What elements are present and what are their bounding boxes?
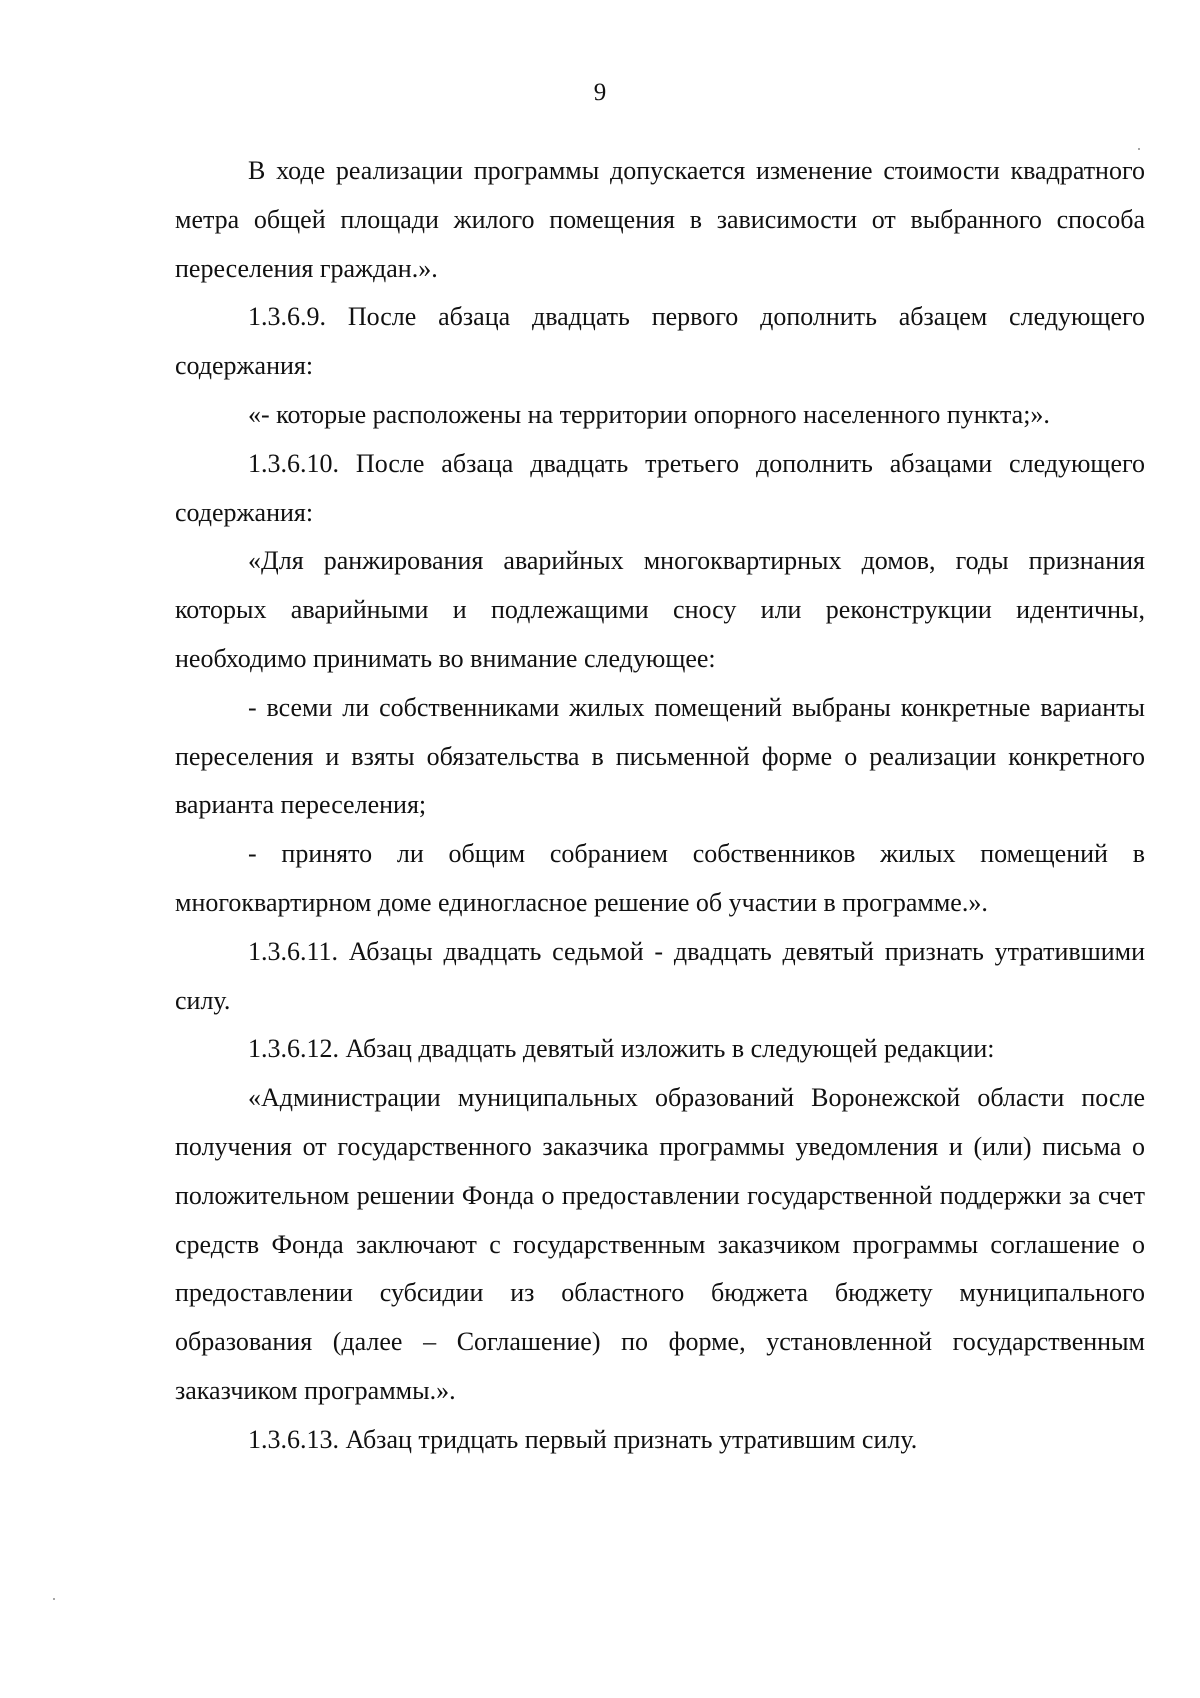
paragraph-price-change: В ходе реализации программы допускается изменение стоимости квадратного метра общей площади жилого помещения в зависимости от выбранного способа переселения граждан.». xyxy=(175,156,1145,283)
paragraph-1-3-6-9: 1.3.6.9. После абзаца двадцать первого дополнить абзацем следующего содержания: xyxy=(175,302,1145,381)
paragraph-1-3-6-11: 1.3.6.11. Абзацы двадцать седьмой - двадцать девятый признать утратившими силу. xyxy=(175,936,1145,1015)
paragraph-owners-choice: - всеми ли собственниками жилых помещений выбраны конкретные варианты переселения и взяты обязательства в письменной форме о реализации конкретного варианта переселения; xyxy=(175,692,1145,820)
paragraph-support-settlement: «- которые расположены на территории опорного населенного пункта;». xyxy=(248,399,1050,429)
paragraph-1-3-6-12: 1.3.6.12. Абзац двадцать девятый изложить в следующей редакции: xyxy=(248,1034,995,1064)
paragraph-ranking: «Для ранжирования аварийных многоквартирных домов, годы признания которых аварийными и подлежащими сносу или реконструкции идентичны, необходимо принимать во внимание следующее: xyxy=(175,546,1145,673)
scan-artifact-dot xyxy=(1138,148,1140,150)
paragraph-1-3-6-10: 1.3.6.10. После абзаца двадцать третьего дополнить абзацами следующего содержания: xyxy=(175,448,1145,527)
scan-artifact-dot xyxy=(53,1598,55,1600)
document-body xyxy=(175,147,1145,1465)
paragraph-1-3-6-13: 1.3.6.13. Абзац тридцать первый признать утратившим силу. xyxy=(248,1424,918,1454)
page-number: 9 xyxy=(593,79,607,106)
paragraph-general-meeting: - принято ли общим собранием собственников жилых помещений в многоквартирном доме единогласное решение об участии в программе.». xyxy=(175,839,1145,917)
paragraph-administrations: «Администрации муниципальных образований Воронежской области после получения от государственного заказчика программы уведомления и (или) письма о положительном решении Фонда о предоставлении государственной поддержки за счет средств Фонда заключают с государственным заказчиком программы соглашение о предоставлении субсидии из областного бюджета бюджету муниципального образования (далее – Соглашение) по форме, установленной государственным заказчиком программы.». xyxy=(175,1083,1145,1405)
